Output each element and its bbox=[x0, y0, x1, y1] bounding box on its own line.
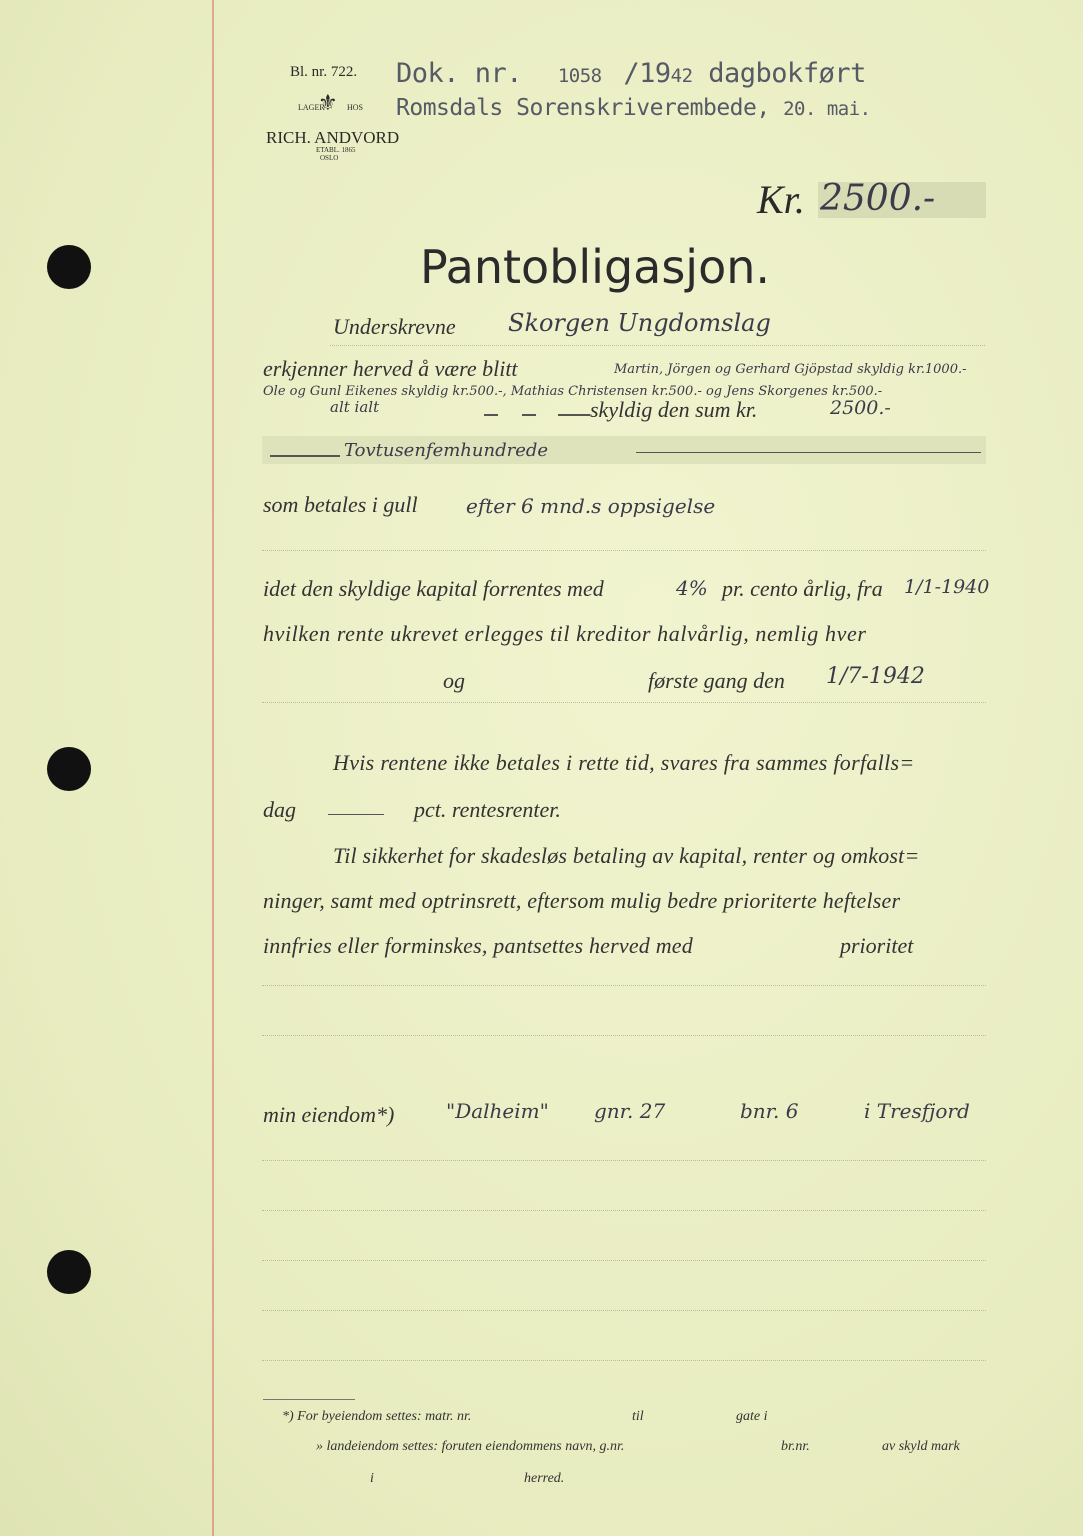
gnr-value: gnr. 27 bbox=[594, 1099, 666, 1123]
stamp-office: Romsdals Sorenskriverembede, bbox=[396, 95, 770, 121]
amount-value: 2500.- bbox=[820, 178, 936, 219]
publisher-top-right: HOS bbox=[347, 103, 364, 112]
paid-label: som betales i gull bbox=[263, 492, 418, 517]
interest-from: 1/1-1940 bbox=[904, 576, 990, 598]
publisher-established: ETABL. 1865 bbox=[316, 146, 356, 154]
footnote-line-2c: av skyld mark bbox=[882, 1439, 960, 1454]
paid-value: efter 6 mnd.s oppsigelse bbox=[466, 494, 716, 518]
creditors-line-3: alt ialt bbox=[330, 398, 380, 416]
publisher-top-left: LAGER bbox=[298, 103, 325, 112]
property-label: min eiendom*) bbox=[263, 1102, 395, 1127]
amount-in-words: Tovtusenfemhundrede bbox=[344, 440, 549, 461]
footnote-line-1b: til bbox=[632, 1409, 644, 1424]
rent-line: hvilken rente ukrevet erlegges til kreditor halvårlig, nemlig hver bbox=[263, 621, 867, 646]
dash bbox=[558, 414, 590, 416]
fill-rule bbox=[262, 985, 986, 987]
dash bbox=[636, 452, 981, 453]
interest-rate: 4% bbox=[676, 576, 708, 600]
publisher-name: RICH. ANDVORD bbox=[266, 128, 400, 147]
stamp-doc-label: Dok. nr. bbox=[396, 58, 523, 89]
late-interest-pct: pct. rentesrenter. bbox=[414, 797, 561, 822]
dash bbox=[328, 814, 384, 815]
footnote-line-2a: » landeiendom settes: foruten eiendommens navn, g.nr. bbox=[316, 1439, 625, 1454]
fill-rule bbox=[262, 1360, 986, 1362]
stamp-dagbokfort: dagbokført bbox=[708, 58, 866, 89]
late-interest-day: dag bbox=[263, 797, 296, 822]
dash bbox=[484, 414, 498, 416]
stamp-doc-number: 1058 bbox=[557, 65, 602, 87]
punch-hole bbox=[47, 1250, 91, 1294]
undersigned-label: Underskrevne bbox=[333, 314, 456, 339]
footnote-line-3b: herred. bbox=[524, 1471, 565, 1486]
creditors-line-1: Martin, Jörgen og Gerhard Gjöpstad skyldig kr.1000.- bbox=[614, 362, 967, 377]
fill-rule bbox=[262, 702, 986, 704]
fill-rule bbox=[262, 550, 986, 552]
property-name: "Dalheim" bbox=[446, 1099, 549, 1123]
footnote-line-1a: *) For byeiendom settes: matr. nr. bbox=[282, 1409, 472, 1424]
late-interest-line-1: Hvis rentene ikke betales i rette tid, svares fra sammes forfalls= bbox=[333, 750, 915, 775]
priority-label: prioritet bbox=[840, 933, 914, 958]
document-title: Pantobligasjon. bbox=[420, 240, 771, 294]
acknowledge-label: erkjenner herved å være blitt bbox=[263, 356, 518, 381]
amount-label: Kr. bbox=[757, 177, 805, 222]
owed-label: skyldig den sum kr. bbox=[590, 397, 758, 422]
security-line-3: innfries eller forminskes, pantsettes herved med bbox=[263, 933, 693, 958]
publisher-city: OSLO bbox=[320, 154, 339, 162]
owed-value: 2500.- bbox=[830, 397, 891, 419]
punch-hole bbox=[47, 245, 91, 289]
first-time-label: første gang den bbox=[648, 668, 785, 693]
og-label: og bbox=[443, 668, 465, 693]
stamp-year-sep: /19 bbox=[623, 58, 671, 89]
first-time-value: 1/7-1942 bbox=[826, 664, 925, 689]
footnote-line-3a: i bbox=[370, 1471, 374, 1486]
punch-hole bbox=[47, 747, 91, 791]
fill-rule bbox=[262, 1210, 986, 1212]
fill-rule bbox=[262, 1160, 986, 1162]
interest-label: idet den skyldige kapital forrentes med bbox=[263, 576, 604, 601]
security-line-2: ninger, samt med optrinsrett, eftersom mulig bedre prioriterte heftelser bbox=[263, 888, 901, 913]
stamp-line-1 bbox=[396, 58, 866, 89]
fill-rule bbox=[262, 1260, 986, 1262]
stamp-year: 42 bbox=[670, 65, 693, 87]
fill-rule bbox=[262, 1035, 986, 1037]
footnote-line-2b: br.nr. bbox=[781, 1439, 810, 1454]
fill-rule bbox=[330, 345, 985, 347]
stamp-date: 20. mai. bbox=[783, 98, 871, 120]
bnr-value: bnr. 6 bbox=[740, 1099, 799, 1123]
fill-rule bbox=[262, 1310, 986, 1312]
footnote-rule bbox=[263, 1399, 355, 1400]
stamp-line-2 bbox=[396, 95, 871, 121]
footnote-line-1c: gate i bbox=[736, 1409, 768, 1424]
undersigned-value: Skorgen Ungdomslag bbox=[508, 309, 771, 337]
publisher-logo-icon: ⚜ bbox=[318, 90, 338, 115]
creditors-line-2: Ole og Gunl Eikenes skyldig kr.500.-, Mathias Christensen kr.500.- og Jens Skorgenes kr.500.- bbox=[263, 384, 883, 399]
margin-line bbox=[212, 0, 214, 1536]
form-number: Bl. nr. 722. bbox=[290, 64, 358, 80]
dash bbox=[270, 455, 340, 457]
dash bbox=[522, 414, 536, 416]
interest-mid: pr. cento årlig, fra bbox=[722, 576, 883, 601]
security-line-1: Til sikkerhet for skadesløs betaling av kapital, renter og omkost= bbox=[333, 843, 920, 868]
location-value: i Tresfjord bbox=[864, 1099, 970, 1123]
